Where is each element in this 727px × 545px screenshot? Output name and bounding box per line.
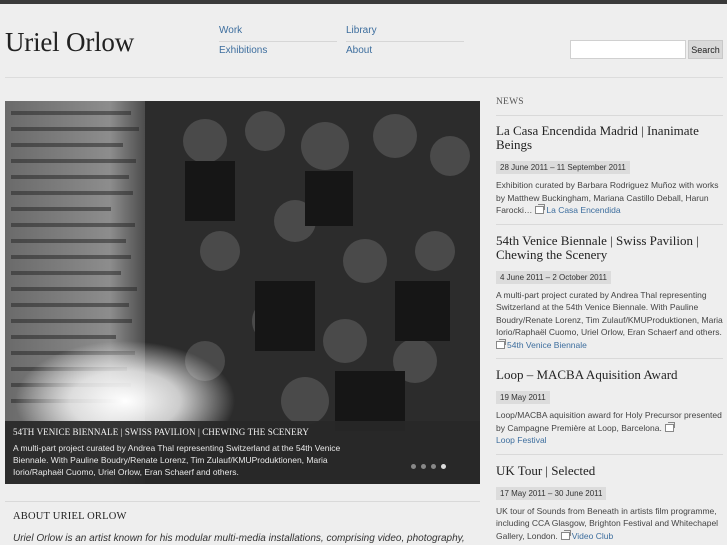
news-date: 19 May 2011	[496, 391, 550, 404]
news-date: 17 May 2011 – 30 June 2011	[496, 487, 606, 500]
external-link-icon	[496, 341, 505, 349]
nav-about-link[interactable]: About	[346, 45, 373, 56]
slide-pager	[411, 464, 446, 469]
news-link[interactable]: Loop Festival	[496, 435, 547, 445]
top-bar	[0, 0, 727, 4]
hero-slideshow[interactable]	[5, 101, 480, 484]
slide-dot[interactable]	[431, 464, 436, 469]
news-link[interactable]: Video Club	[571, 530, 614, 541]
news-heading: NEWS	[496, 97, 723, 116]
news-desc-text: A multi-part project curated by Andrea Thal representing Switzerland at the 54th Venice Biennale. With Pauline Boudry/Renate Lorenz, Tim Zulauf/KMUProduktionen, Maria Iorio/Raphaël Cuomo, Uriel Orlow, Eran Schaerf and others.	[496, 289, 723, 337]
news-desc-text: Exhibition curated by Barbara Rodriguez Muñoz with works by Matthew Buckingham, Mariana Castillo Deball, Harun Farocki…	[496, 180, 719, 215]
news-item	[496, 124, 723, 225]
news-desc-text: Loop/MACBA aquisition award for Holy Precursor presented by Campagne Première at Loop, Barcelona.	[496, 410, 722, 433]
nav-work-link[interactable]: Work	[219, 25, 337, 42]
news-title[interactable]: Loop – MACBA Aquisition Award	[496, 367, 678, 382]
news-date: 28 June 2011 – 11 September 2011	[496, 161, 630, 174]
slide-dot-active[interactable]	[441, 464, 446, 469]
news-desc	[496, 179, 723, 217]
news-link[interactable]: La Casa Encendida	[546, 205, 621, 215]
news-link[interactable]: 54th Venice Biennale	[507, 339, 587, 350]
news-sidebar	[496, 97, 723, 545]
about-divider	[5, 501, 480, 502]
hero-caption[interactable]	[5, 421, 480, 484]
search-input[interactable]	[570, 40, 686, 59]
news-desc	[496, 289, 723, 352]
hero-caption-title[interactable]: 54TH VENICE BIENNALE | SWISS PAVILION | CHEWING THE SCENERY	[13, 427, 309, 437]
nav-exhibitions-link[interactable]: Exhibitions	[219, 45, 268, 56]
search-button[interactable]: Search	[688, 40, 723, 59]
slide-dot[interactable]	[411, 464, 416, 469]
hero-caption-text: A multi-part project curated by Andrea Thal representing Switzerland at the 54th Venice Biennale. With Pauline Boudry/Renate Lorenz, Tim Zulauf/KMUProduktionen, Maria Iorio/Raphaël Cuomo, Uriel Orlow, Eran Schaerf and others.	[13, 443, 341, 477]
external-link-icon	[665, 424, 674, 432]
news-title[interactable]: La Casa Encendida Madrid | Inanimate Beings	[496, 123, 699, 152]
news-title[interactable]: 54th Venice Biennale | Swiss Pavilion | Chewing the Scenery	[496, 232, 699, 262]
about-heading: ABOUT URIEL ORLOW	[13, 511, 127, 522]
slide-dot[interactable]	[421, 464, 426, 469]
nav-library-link[interactable]: Library	[346, 25, 464, 42]
external-link-icon	[535, 206, 544, 214]
news-title[interactable]: UK Tour | Selected	[496, 462, 596, 478]
site-title[interactable]: Uriel Orlow	[5, 27, 135, 57]
news-item	[496, 368, 723, 455]
external-link-icon	[561, 532, 570, 540]
news-date: 4 June 2011 – 2 October 2011	[496, 271, 611, 284]
news-desc	[496, 505, 723, 543]
news-item	[496, 234, 723, 360]
news-desc	[496, 409, 723, 447]
header-divider	[5, 77, 723, 78]
news-item	[496, 464, 723, 545]
about-text: Uriel Orlow is an artist known for his modular multi-media installations, comprising video, photography,	[13, 533, 465, 544]
news-desc-text: UK tour of Sounds from Beneath in artists film programme, including CCA Glasgow, Brighton Festival and Whitechapel Gallery, London.	[496, 505, 719, 541]
